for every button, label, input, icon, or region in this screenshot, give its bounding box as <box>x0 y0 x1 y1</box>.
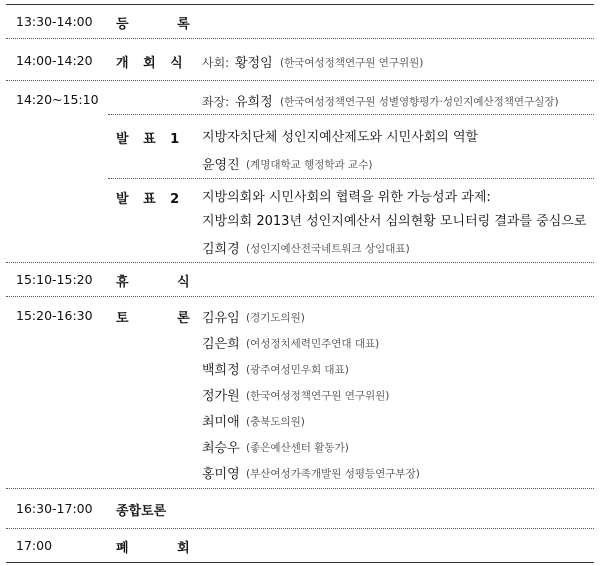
panelist-name: 김유임 <box>202 311 240 326</box>
panelist-affiliation: (충북도의원) <box>246 416 305 428</box>
row-divider <box>6 262 594 263</box>
chair-name: 유희정 <box>235 95 273 110</box>
chair-label: 좌장: <box>202 95 230 109</box>
section-general-discussion: 종합토론 <box>116 504 167 519</box>
presentation-1-title: 지방자치단체 성인지예산제도와 시민사회의 역할 <box>202 130 479 145</box>
section-break: 휴 식 <box>116 275 212 290</box>
panelist-affiliation: (한국여성정책연구원 연구위원) <box>246 390 390 402</box>
panelist-affiliation: (경기도의원) <box>246 312 305 324</box>
presenter-2-name: 김희경 <box>202 242 240 257</box>
section-opening: 개 회 식 <box>116 56 188 71</box>
section-registration: 등 록 <box>116 17 212 32</box>
panelist-affiliation: (부산여성가족개발원 성평등연구부장) <box>246 468 420 480</box>
presentation-2-title-line2: 지방의회 2013년 성인지예산서 심의현황 모니터링 결과를 중심으로 <box>202 214 587 229</box>
presenter-1-affiliation: (계명대학교 행정학과 교수) <box>246 159 373 171</box>
moderator-label: 사회: <box>202 56 230 70</box>
presenter-1-name: 윤영진 <box>202 158 240 173</box>
presentation-2-title-line1: 지방의회와 시민사회의 협력을 위한 가능성과 과제: <box>202 190 491 205</box>
row-divider <box>108 114 594 115</box>
time-registration: 13:30-14:00 <box>16 14 93 29</box>
panelist-name: 홍미영 <box>202 467 240 482</box>
time-general-discussion: 16:30-17:00 <box>16 501 93 516</box>
panelist-affiliation: (광주여성민우회 대표) <box>246 364 349 376</box>
row-divider <box>6 488 594 489</box>
section-discussion: 토 론 <box>116 311 212 326</box>
panelist-name: 김은희 <box>202 337 240 352</box>
time-session: 14:20~15:10 <box>16 92 99 107</box>
bottom-border <box>6 562 594 563</box>
time-opening: 14:00-14:20 <box>16 53 93 68</box>
row-divider <box>6 80 594 81</box>
row-divider <box>108 178 594 179</box>
panelist-name: 최승우 <box>202 441 240 456</box>
presentation-1-label: 발 표 1 <box>116 132 185 147</box>
panelist-affiliation: (좋은예산센터 활동가) <box>246 442 349 454</box>
panelist-name: 정가원 <box>202 389 240 404</box>
panelist-name: 백희정 <box>202 363 240 378</box>
time-discussion: 15:20-16:30 <box>16 308 93 323</box>
time-break: 15:10-15:20 <box>16 272 93 287</box>
section-closing: 폐 회 <box>116 541 212 556</box>
row-divider <box>6 296 594 297</box>
chair-affiliation: (한국여성정책연구원 성별영향평가·성인지예산정책연구실장) <box>280 96 559 108</box>
panelist-name: 최미애 <box>202 415 240 430</box>
presentation-2-label: 발 표 2 <box>116 192 185 207</box>
moderator-name: 황정임 <box>235 56 273 71</box>
row-divider <box>6 528 594 529</box>
moderator-affiliation: (한국여성정책연구원 연구위원) <box>280 57 424 69</box>
presenter-2-affiliation: (성인지예산전국네트워크 상임대표) <box>246 243 410 255</box>
top-border <box>6 4 594 5</box>
time-closing: 17:00 <box>16 538 53 553</box>
row-divider <box>6 38 594 39</box>
panelist-affiliation: (여성정치세력민주연대 대표) <box>246 338 380 350</box>
